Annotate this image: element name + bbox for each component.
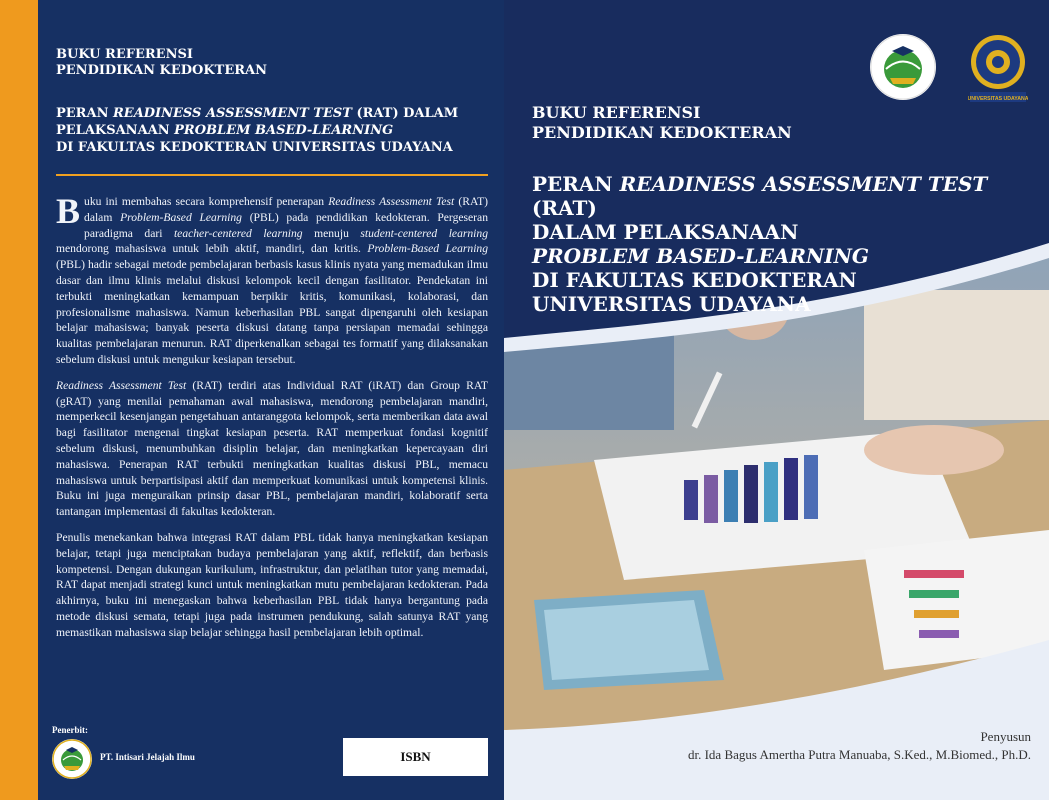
publisher-logo-icon-front [870,34,936,100]
blurb-paragraph-1: Buku ini membahas secara komprehensif penerapan Readiness Assessment Test (RAT) dalam Problem-Based Learning (PBL) pada pendidikan kedokteran. Pergeseran paradigma dari teacher-centered learning menuju student-centered learning mendorong mahasiswa untuk lebih aktif, mandiri, dan kritis. Problem-Based Learning (PBL) hadir sebagai metode pembelajaran berbasis kasus klinis nyata yang memadukan ilmu dasar dan ilmu klinis melalui diskusi kelompok kecil dengan fasilitator. Pendekatan ini terbukti meningkatkan kemampuan berpikir kritis, komunikasi, kolaborasi, dan profesionalisme mahasiswa. Namun keberhasilan PBL sangat dipengaruhi oleh kesiapan belajar mahasiswa; banyak peserta diskusi datang tanpa persiapan memadai sehingga kualitas pembelajaran menurun. RAT diperkenalkan sebagai tes formatif yang dilaksanakan sebelum diskusi untuk mengukur kesiapan tersebut. [56,191,489,366]
drop-cap: B [56,191,81,231]
publisher-name: PT. Intisari Jelajah Ilmu [100,752,195,762]
front-book-title: PERAN READINESS ASSESSMENT TEST (RAT) DALAM PELAKSANAAN PROBLEM BASED-LEARNING DI FAKULTAS KEDOKTERAN UNIVERSITAS UDAYANA [532,172,988,316]
author-label: Penyusun [980,729,1031,744]
back-series-heading [56,47,476,79]
series-line-2: PENDIDIKAN KEDOKTERAN [56,63,268,78]
title-text: PERAN [56,106,113,121]
title-line-3: DI FAKULTAS KEDOKTERAN UNIVERSITAS UDAYANA [56,140,453,155]
publisher-label: Penerbit: [52,725,88,735]
orange-spine-bar [0,0,38,800]
blurb-paragraph-3: Penulis menekankan bahwa integrasi RAT dalam PBL tidak hanya meningkatkan kesiapan belajar, tetapi juga menciptakan budaya pembelajaran yang aktif, reflektif, dan berbasis kompetensi. Dengan dukungan kurikulum, infrastruktur, dan pelatihan tutor yang memadai, RAT dapat menjadi strategi kunci untuk meningkatkan mutu pembelajaran kedokteran. Pada akhirnya, buku ini menegaskan bahwa keberhasilan PBL tidak hanya bergantung pada metode diskusi semata, tetapi juga pada instrumen pendukung, salah satunya RAT yang memastikan mahasiswa siap belajar sehingga hasil pembelajaran lebih optimal. [56,530,488,639]
series-line-1: BUKU REFERENSI [56,47,193,62]
title-text: (RAT) DALAM [351,106,459,121]
front-series-heading [532,103,932,143]
universitas-udayana-logo-icon [968,34,1028,104]
title-italic: READINESS ASSESSMENT TEST [112,106,352,121]
university-logo-text: UNIVERSITAS UDAYANA [968,96,1028,102]
isbn-box: ISBN [343,738,488,776]
title-divider [56,174,488,176]
publisher-logo-icon [52,739,92,779]
back-blurb [56,191,489,651]
title-italic: PROBLEM BASED-LEARNING [174,123,394,138]
author-name: dr. Ida Bagus Amertha Putra Manuaba, S.Ked., M.Biomed., Ph.D. [687,747,1031,762]
back-book-title [56,105,486,156]
blurb-paragraph-2: Readiness Assessment Test (RAT) terdiri atas Individual RAT (iRAT) dan Group RAT (gRAT) yang menilai pemahaman awal mahasiswa, mendorong pembelajaran mandiri, memperkecil kesenjangan pengetahuan antaranggota kelompok, serta memberikan data awal bagi fasilitator mengenai tingkat kesiapan peserta. RAT memperkuat fondasi kognitif sebelum diskusi, menumbuhkan disiplin belajar, dan meningkatkan kepercayaan diri mahasiswa. Penerapan RAT terbukti meningkatkan kualitas diskusi PBL, memacu mahasiswa untuk berpartisipasi aktif dan memperkuat komunikasi untuk kompetensi klinis. Buku ini juga menguraikan prinsip dasar PBL, pembelajaran mandiri, kolaboratif serta tantangan implementasi di fakultas kedokteran. [56,378,488,519]
series-line-2: PENDIDIKAN KEDOKTERAN [532,123,792,142]
title-text: PELAKSANAAN [56,123,175,138]
series-line-1: BUKU REFERENSI [532,103,701,122]
